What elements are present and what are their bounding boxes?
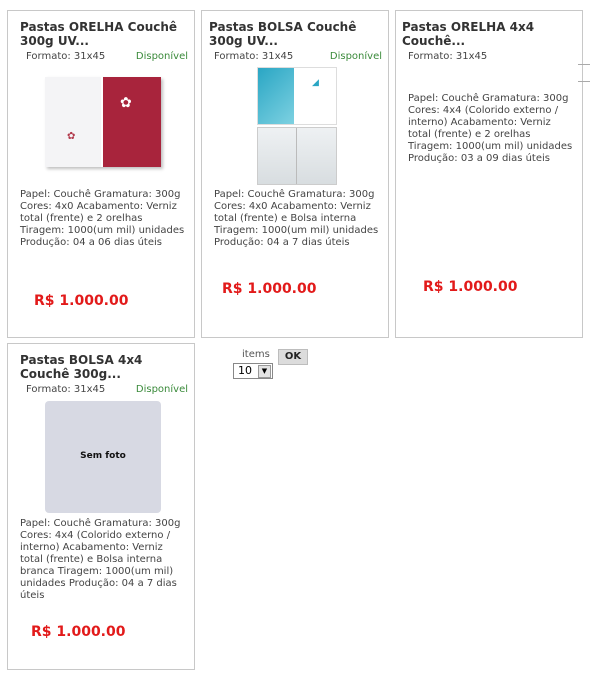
product-description: Papel: Couchê Gramatura: 300g Cores: 4x0 Acabamento: Verniz total (frente) e Bolsa interna Tiragem: 1000(um mil) unidades Produção: 04 a 7 dias úteis — [214, 189, 379, 248]
items-label: items — [242, 349, 270, 360]
product-card[interactable] — [395, 10, 583, 338]
product-title[interactable]: Pastas ORELHA Couchê 300g UV... — [20, 20, 178, 48]
logo-icon: ◢ — [312, 78, 319, 88]
product-price: R$ 1.000.00 — [34, 293, 129, 309]
product-card[interactable] — [7, 10, 195, 338]
product-description: Papel: Couchê Gramatura: 300g Cores: 4x4 (Colorido externo / interno) Acabamento: Verniz total (frente) e 2 orelhas Tiragem: 1000(um mil) unidades Produção: 03 a 09 dias úteis — [408, 93, 573, 164]
chevron-down-icon[interactable]: ▼ — [258, 365, 271, 378]
product-format: Formato: 31x45 — [26, 51, 106, 62]
product-format: Formato: 31x45 — [408, 51, 488, 62]
product-title[interactable]: Pastas BOLSA Couchê 300g UV... — [209, 20, 357, 48]
no-photo-placeholder[interactable] — [45, 401, 161, 513]
selected-value: 10 — [238, 364, 252, 377]
product-price: R$ 1.000.00 — [222, 281, 317, 297]
ok-button[interactable]: OK — [278, 349, 308, 365]
product-image[interactable] — [257, 67, 337, 185]
scroll-indicator — [578, 64, 590, 82]
product-price: R$ 1.000.00 — [31, 624, 126, 640]
product-price: R$ 1.000.00 — [423, 279, 518, 295]
product-description: Papel: Couchê Gramatura: 300g Cores: 4x4 (Colorido externo / interno) Acabamento: Verniz total (frente) e Bolsa interna branca Tiragem: 1000(um mil) unidades Produção: 04 a 7 dias úteis — [20, 518, 181, 601]
product-image[interactable] — [45, 77, 161, 167]
flower-logo-icon: ✿ — [120, 95, 132, 111]
product-format: Formato: 31x45 — [26, 384, 106, 395]
product-format: Formato: 31x45 — [214, 51, 294, 62]
product-card[interactable] — [7, 343, 195, 670]
product-title[interactable]: Pastas ORELHA 4x4 Couchê... — [402, 20, 535, 48]
flower-logo-icon: ✿ — [67, 131, 76, 142]
product-card[interactable] — [201, 10, 389, 338]
availability-label: Disponível — [329, 51, 382, 62]
no-photo-label: Sem foto — [80, 451, 126, 461]
availability-label: Disponível — [135, 51, 188, 62]
items-per-page-select[interactable] — [233, 363, 273, 379]
availability-label: Disponível — [135, 384, 188, 395]
product-description: Papel: Couchê Gramatura: 300g Cores: 4x0 Acabamento: Verniz total (frente) e 2 orelhas Tiragem: 1000(um mil) unidades Produção: 04 a 06 dias úteis — [20, 189, 185, 248]
product-title[interactable]: Pastas BOLSA 4x4 Couchê 300g... — [20, 353, 143, 381]
